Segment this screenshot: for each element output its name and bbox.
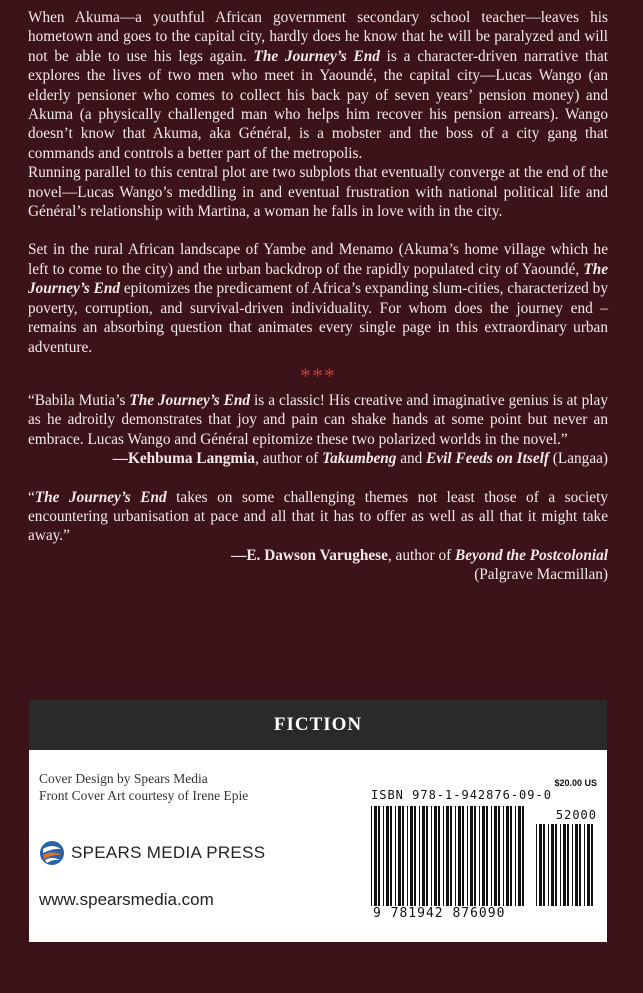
imprint-panel — [29, 750, 607, 942]
globe-icon — [39, 840, 65, 866]
barcode-addon — [534, 824, 596, 906]
credit-line-art: Front Cover Art courtesy of Irene Epie — [39, 788, 249, 803]
review-1-attribution: —Kehbuma Langmia, author of Takumbeng and Evil Feeds on Itself (Langaa) — [112, 450, 608, 468]
book-title: The Journey’s End — [28, 260, 608, 298]
cover-credits — [39, 770, 248, 804]
ean-digits: 9 781942 876090 — [373, 906, 506, 921]
website-url[interactable]: www.spearsmedia.com — [39, 890, 214, 909]
back-cover-text — [28, 8, 608, 585]
review-2-attribution: —E. Dawson Varughese, author of Beyond the Postcolonial — [231, 546, 608, 564]
publisher-name: SPEARS MEDIA PRESS — [71, 843, 266, 862]
review-2: “The Journey’s End takes on some challenging themes not least those of a society encountering urbanisation at pace and all that it has to offer as well as all that it might take away.” — [28, 488, 608, 545]
barcode-main — [369, 806, 527, 906]
blurb-paragraph-1: When Akuma—a youthful African government secondary school teacher—leaves his hometown and goes to the capital city, hardly does he know that he will be paralyzed and will not be able to use his legs again. The Journey’s End is a character-driven narrative that explores the lives of two men who meet in Yaoundé, the capital city—Lucas Wango (an elderly pensioner who comes to collect his back pay of seven years’ pension money) and Akuma (a physically challenged man who helps him recover his pension arrears). Wango doesn’t know that Akuma, aka Général, is a mobster and the boss of a city gang that commands and controls a better part of the metropolis. — [28, 9, 608, 162]
addon-code: 52000 — [555, 808, 597, 822]
book-title: The Journey’s End — [253, 47, 380, 65]
price-label: $20.00 US — [554, 778, 597, 788]
review-2-publisher: (Palgrave Macmillan) — [474, 566, 608, 584]
review-1: “Babila Mutia’s The Journey’s End is a classic! His creative and imaginative genius is at play as he adroitly demonstrates that joy and pain can shake hands at some point but never an embrace. Lucas Wango and Général epitomize these two polarized worlds in the novel.” — [28, 391, 608, 448]
credit-line-design: Cover Design by Spears Media — [39, 771, 208, 786]
barcode-block — [369, 778, 599, 938]
section-separator: *** — [300, 362, 336, 388]
publisher-logo — [39, 840, 265, 866]
isbn-label: ISBN 978-1-942876-09-0 — [371, 788, 552, 802]
genre-banner: FICTION — [29, 700, 607, 750]
blurb-paragraph-3: Set in the rural African landscape of Yambe and Menamo (Akuma’s home village which he left to come to the city) and the urban backdrop of the rapidly populated city of Yaoundé, The Journey’s End epitomizes the predicament of Africa’s expanding slum-cities, characterized by poverty, corruption, and survival-driven individuality. For whom does the journey end – remains an absorbing question that animates every single page in this extraordinary urban adventure. — [28, 241, 608, 356]
blurb-paragraph-2: Running parallel to this central plot are two subplots that eventually converge at the end of the novel—Lucas Wango’s meddling in and eventual frustration with national political life and Général’s relationship with Martina, a woman he falls in love with in the city. — [28, 164, 608, 221]
